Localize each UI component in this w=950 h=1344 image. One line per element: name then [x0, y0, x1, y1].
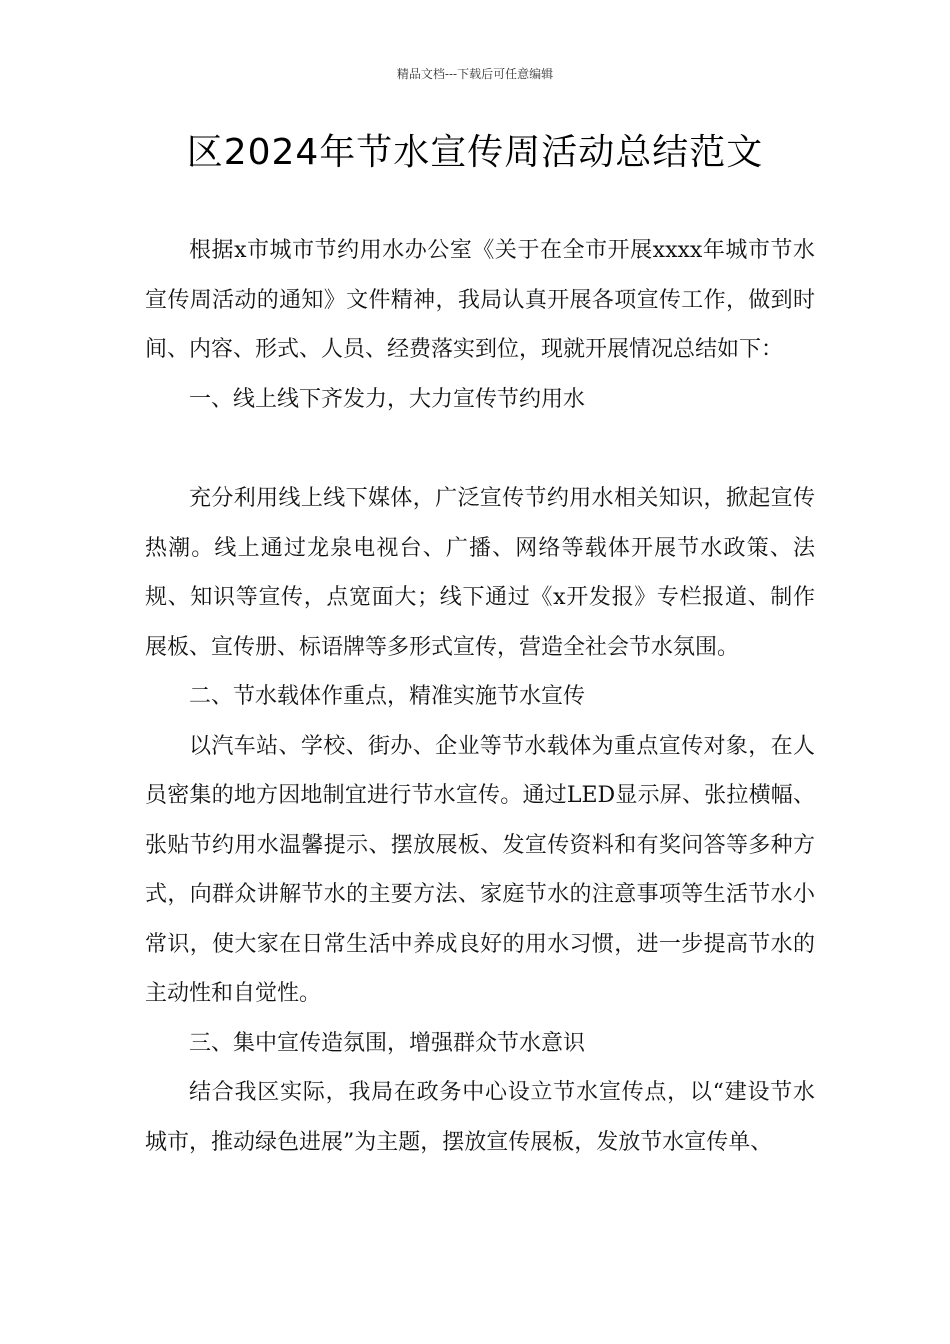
intro-paragraph: 根据x市城市节约用水办公室《关于在全市开展xxxx年城市节水宣传周活动的通知》文件精神，我局认真开展各项宣传工作，做到时间、内容、形式、人员、经费落实到位，现就开展情况总结如下：: [145, 238, 815, 362]
section-2-heading: 二、节水载体作重点，精准实施节水宣传: [189, 684, 586, 709]
section-1-body: 充分利用线上线下媒体，广泛宣传节约用水相关知识，掀起宣传热潮。线上通过龙泉电视台、广播、网络等载体开展节水政策、法规、知识等宣传，点宽面大；线下通过《x开发报》专栏报道、制作展板、宣传册、标语牌等多形式宣传，营造全社会节水氛围。: [145, 486, 815, 660]
section-2-body: 以汽车站、学校、街办、企业等节水载体为重点宣传对象，在人员密集的地方因地制宜进行节水宣传。通过LED显示屏、张拉横幅、张贴节约用水温馨提示、摆放展板、发宣传资料和有奖问答等多种方式，向群众讲解节水的主要方法、家庭节水的注意事项等生活节水小常识，使大家在日常生活中养成良好的用水习惯，进一步提高节水的主动性和自觉性。: [145, 733, 815, 1006]
section-3-heading: 三、集中宣传造氛围，增强群众节水意识: [189, 1030, 586, 1056]
document-body: [145, 226, 815, 1167]
section-1-heading: 一、线上线下齐发力，大力宣传节约用水: [189, 386, 586, 412]
section-3-body: 结合我区实际，我局在政务中心设立节水宣传点，以“建设节水城市，推动绿色进展”为主题，摆放宣传展板，发放节水宣传单、: [145, 1080, 815, 1155]
blank-line: [145, 424, 815, 474]
page-header: 精品文档---下载后可任意编辑: [396, 67, 554, 81]
document-title: 区2024年节水宣传周活动总结范文: [186, 132, 764, 173]
